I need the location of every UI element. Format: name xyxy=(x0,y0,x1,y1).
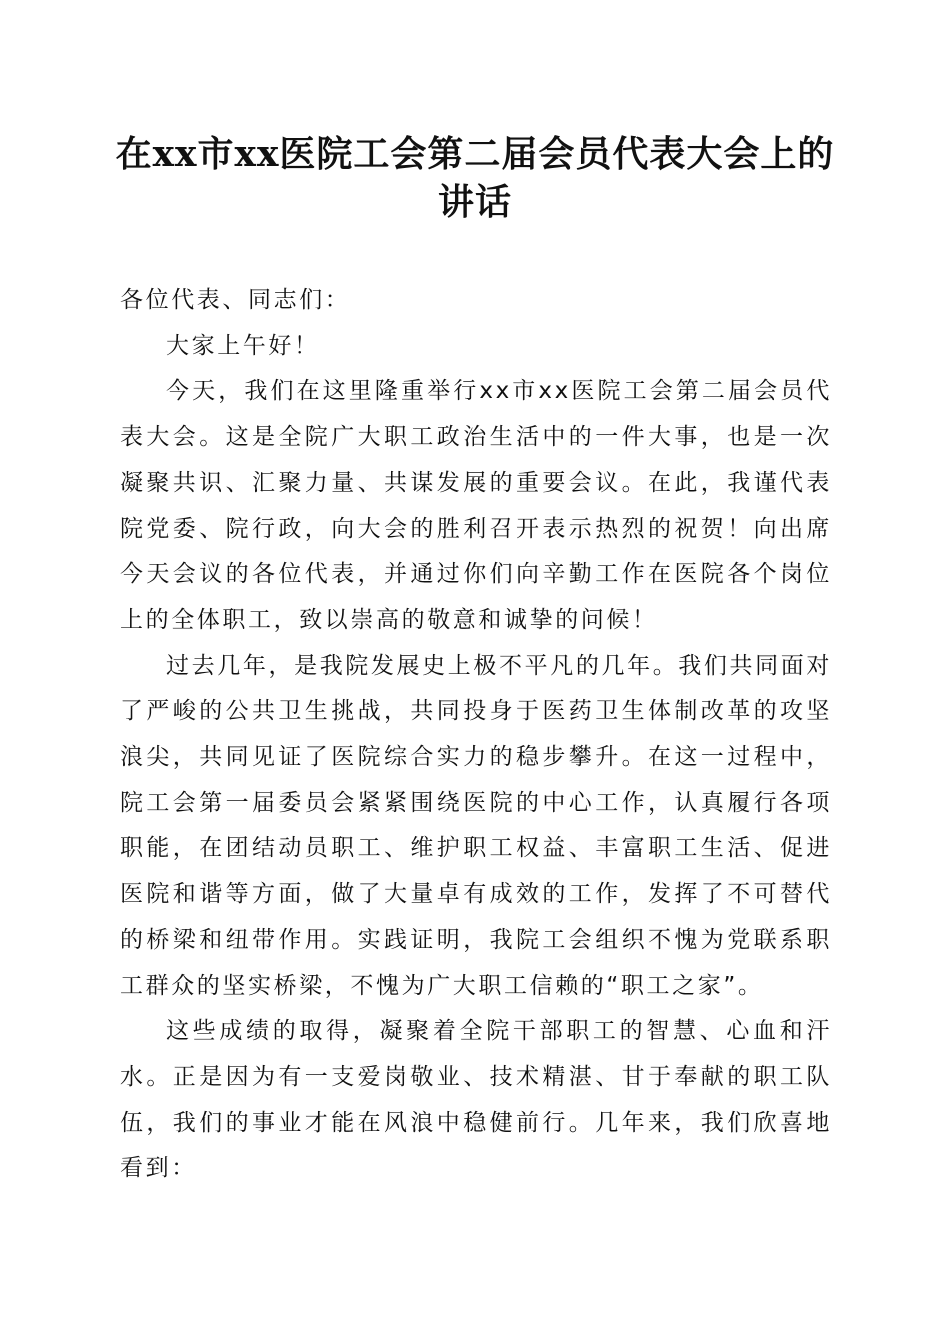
title-line-1: 在xx市xx医院工会第二届会员代表大会上的 xyxy=(115,133,835,175)
greeting: 大家上午好！ xyxy=(166,332,320,359)
paragraph-3: 这些成绩的取得，凝聚着全院干部职工的智慧、心血和汗水。正是因为有一支爱岗敬业、技术精湛、甘于奉献的职工队伍，我们的事业才能在风浪中稳健前行。几年来，我们欣喜地看到： xyxy=(120,1018,832,1182)
paragraph-2: 过去几年，是我院发展史上极不平凡的几年。我们共同面对了严峻的公共卫生挑战，共同投身于医药卫生体制改革的攻坚浪尖，共同见证了医院综合实力的稳步攀升。在这一过程中，院工会第一届委员会紧紧围绕医院的中心工作，认真履行各项职能，在团结动员职工、维护职工权益、丰富职工生活、促进医院和谐等方面，做了大量卓有成效的工作，发挥了不可替代的桥梁和纽带作用。实践证明，我院工会组织不愧为党联系职工群众的坚实桥梁，不愧为广大职工信赖的“职工之家”。 xyxy=(120,652,832,999)
document-body xyxy=(120,278,832,1192)
title-line-2: 讲话 xyxy=(437,181,512,223)
document-title xyxy=(100,130,850,226)
paragraph-1: 今天，我们在这里隆重举行xx市xx医院工会第二届会员代表大会。这是全院广大职工政治生活中的一件大事，也是一次凝聚共识、汇聚力量、共谋发展的重要会议。在此，我谨代表院党委、院行政，向大会的胜利召开表示热烈的祝贺！向出席今天会议的各位代表，并通过你们向辛勤工作在医院各个岗位上的全体职工，致以崇高的敬意和诚挚的问候！ xyxy=(120,378,832,633)
salutation: 各位代表、同志们： xyxy=(120,287,351,313)
